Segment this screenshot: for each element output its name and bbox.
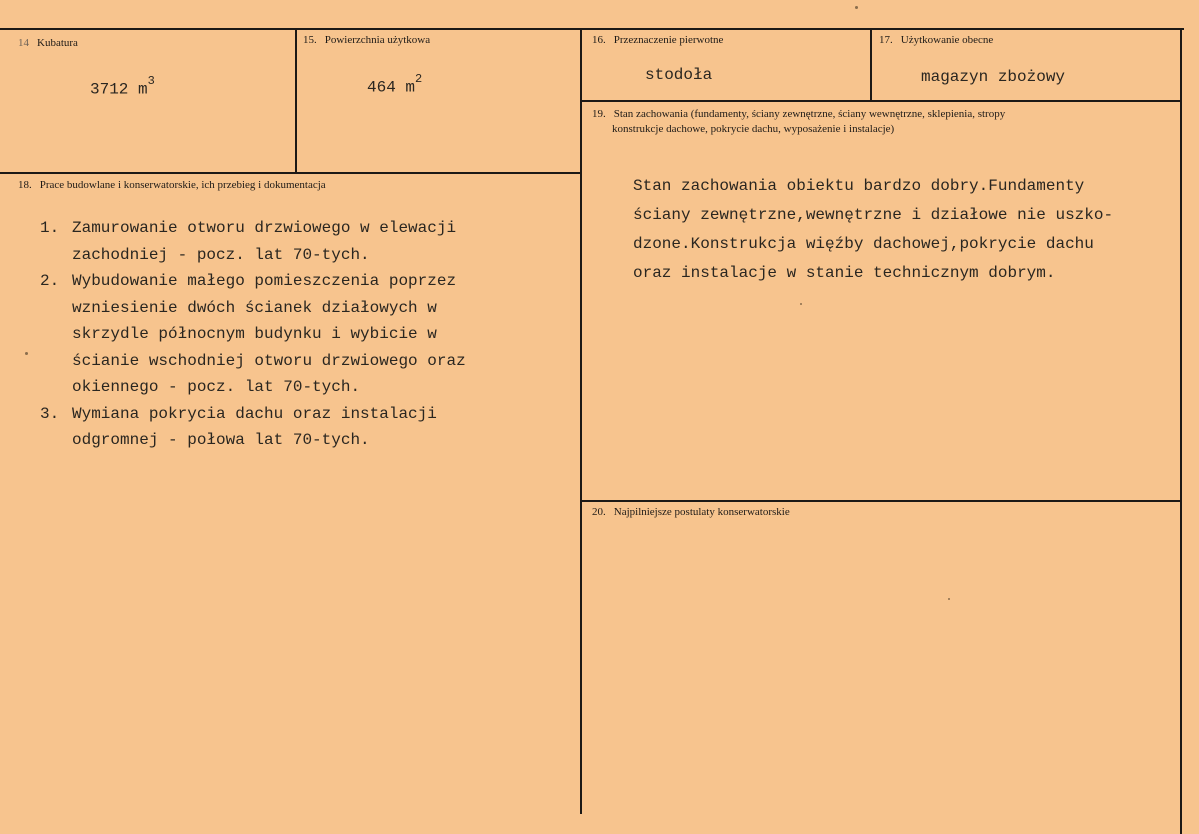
list-item bbox=[40, 401, 466, 454]
field-17-label bbox=[879, 33, 993, 48]
list-item-text: Wybudowanie małego pomieszczenia poprzez wzniesienie dwóch ścianek działowych w skrzydle północnym budynku i wybicie w ścianie wschodniej otworu drzwiowego oraz okiennego - pocz. lat 70-tych. bbox=[72, 272, 466, 396]
field-16-label bbox=[592, 33, 723, 48]
field-number: 16. bbox=[592, 34, 606, 46]
paper-speck bbox=[855, 6, 858, 9]
kubatura-value bbox=[90, 74, 155, 99]
field-19-label-line-2: konstrukcje dachowe, pokrycie dachu, wyposażenie i instalacje) bbox=[612, 123, 895, 135]
divider-16-17 bbox=[870, 28, 872, 100]
paper-speck bbox=[25, 352, 28, 355]
main-divider bbox=[580, 28, 582, 814]
rule-below-16-17 bbox=[580, 100, 1182, 102]
field-14-label bbox=[18, 36, 78, 51]
field-label-text: Stan zachowania (fundamenty, ściany zewnętrzne, ściany wewnętrzne, sklepienia, stropy bbox=[613, 108, 1006, 120]
rule-above-20 bbox=[580, 500, 1182, 502]
list-item-text: Zamurowanie otworu drzwiowego w elewacji zachodniej - pocz. lat 70-tych. bbox=[72, 219, 457, 264]
field-number: 20. bbox=[592, 506, 606, 518]
field-number: 14 bbox=[18, 37, 29, 49]
paper-speck bbox=[800, 303, 802, 305]
powierzchnia-number: 464 m bbox=[367, 78, 416, 97]
powierzchnia-exponent: 2 bbox=[415, 72, 423, 86]
top-rule bbox=[0, 28, 1184, 30]
przeznaczenie-value: stodoła bbox=[645, 66, 713, 84]
uzytkowanie-value: magazyn zbożowy bbox=[921, 68, 1066, 86]
field-label-text: Użytkowanie obecne bbox=[900, 34, 994, 46]
paper-speck bbox=[948, 598, 950, 600]
kubatura-number: 3712 m bbox=[90, 80, 148, 99]
field-number: 17. bbox=[879, 34, 893, 46]
powierzchnia-value bbox=[367, 72, 423, 97]
field-label-text: Przeznaczenie pierwotne bbox=[613, 34, 724, 46]
list-item bbox=[40, 215, 466, 268]
field-number: 15. bbox=[303, 34, 317, 46]
list-item-number: 2. bbox=[40, 272, 60, 290]
kubatura-exponent: 3 bbox=[147, 74, 155, 88]
list-item-text: Wymiana pokrycia dachu oraz instalacji odgromnej - połowa lat 70-tych. bbox=[72, 404, 437, 449]
divider-14-15 bbox=[295, 28, 297, 172]
rule-above-18 bbox=[0, 172, 582, 174]
list-item bbox=[40, 268, 466, 401]
field-number: 19. bbox=[592, 108, 606, 120]
field-15-label bbox=[303, 33, 430, 48]
field-label-text: Kubatura bbox=[37, 37, 78, 49]
field-label-text: Powierzchnia użytkowa bbox=[324, 34, 431, 46]
field-label-text: Prace budowlane i konserwatorskie, ich przebieg i dokumentacja bbox=[39, 179, 326, 191]
field-19-label bbox=[592, 107, 1172, 137]
field-18-label bbox=[18, 178, 326, 193]
right-border bbox=[1180, 28, 1182, 834]
field-label-text: Najpilniejsze postulaty konserwatorskie bbox=[613, 506, 790, 518]
field-19-label-line-1 bbox=[592, 107, 1172, 122]
field-number: 18. bbox=[18, 179, 32, 191]
list-item-number: 1. bbox=[40, 219, 60, 237]
field-20-label bbox=[592, 505, 790, 520]
prace-list bbox=[40, 215, 466, 454]
stan-zachowania-text: Stan zachowania obiektu bardzo dobry.Fundamenty ściany zewnętrzne,wewnętrzne i działowe nie uszko- dzone.Konstrukcja więźby dachowej,pokrycie dachu oraz instalacje w stanie technicznym dobrym. bbox=[633, 177, 1114, 282]
list-item-number: 3. bbox=[40, 404, 60, 423]
